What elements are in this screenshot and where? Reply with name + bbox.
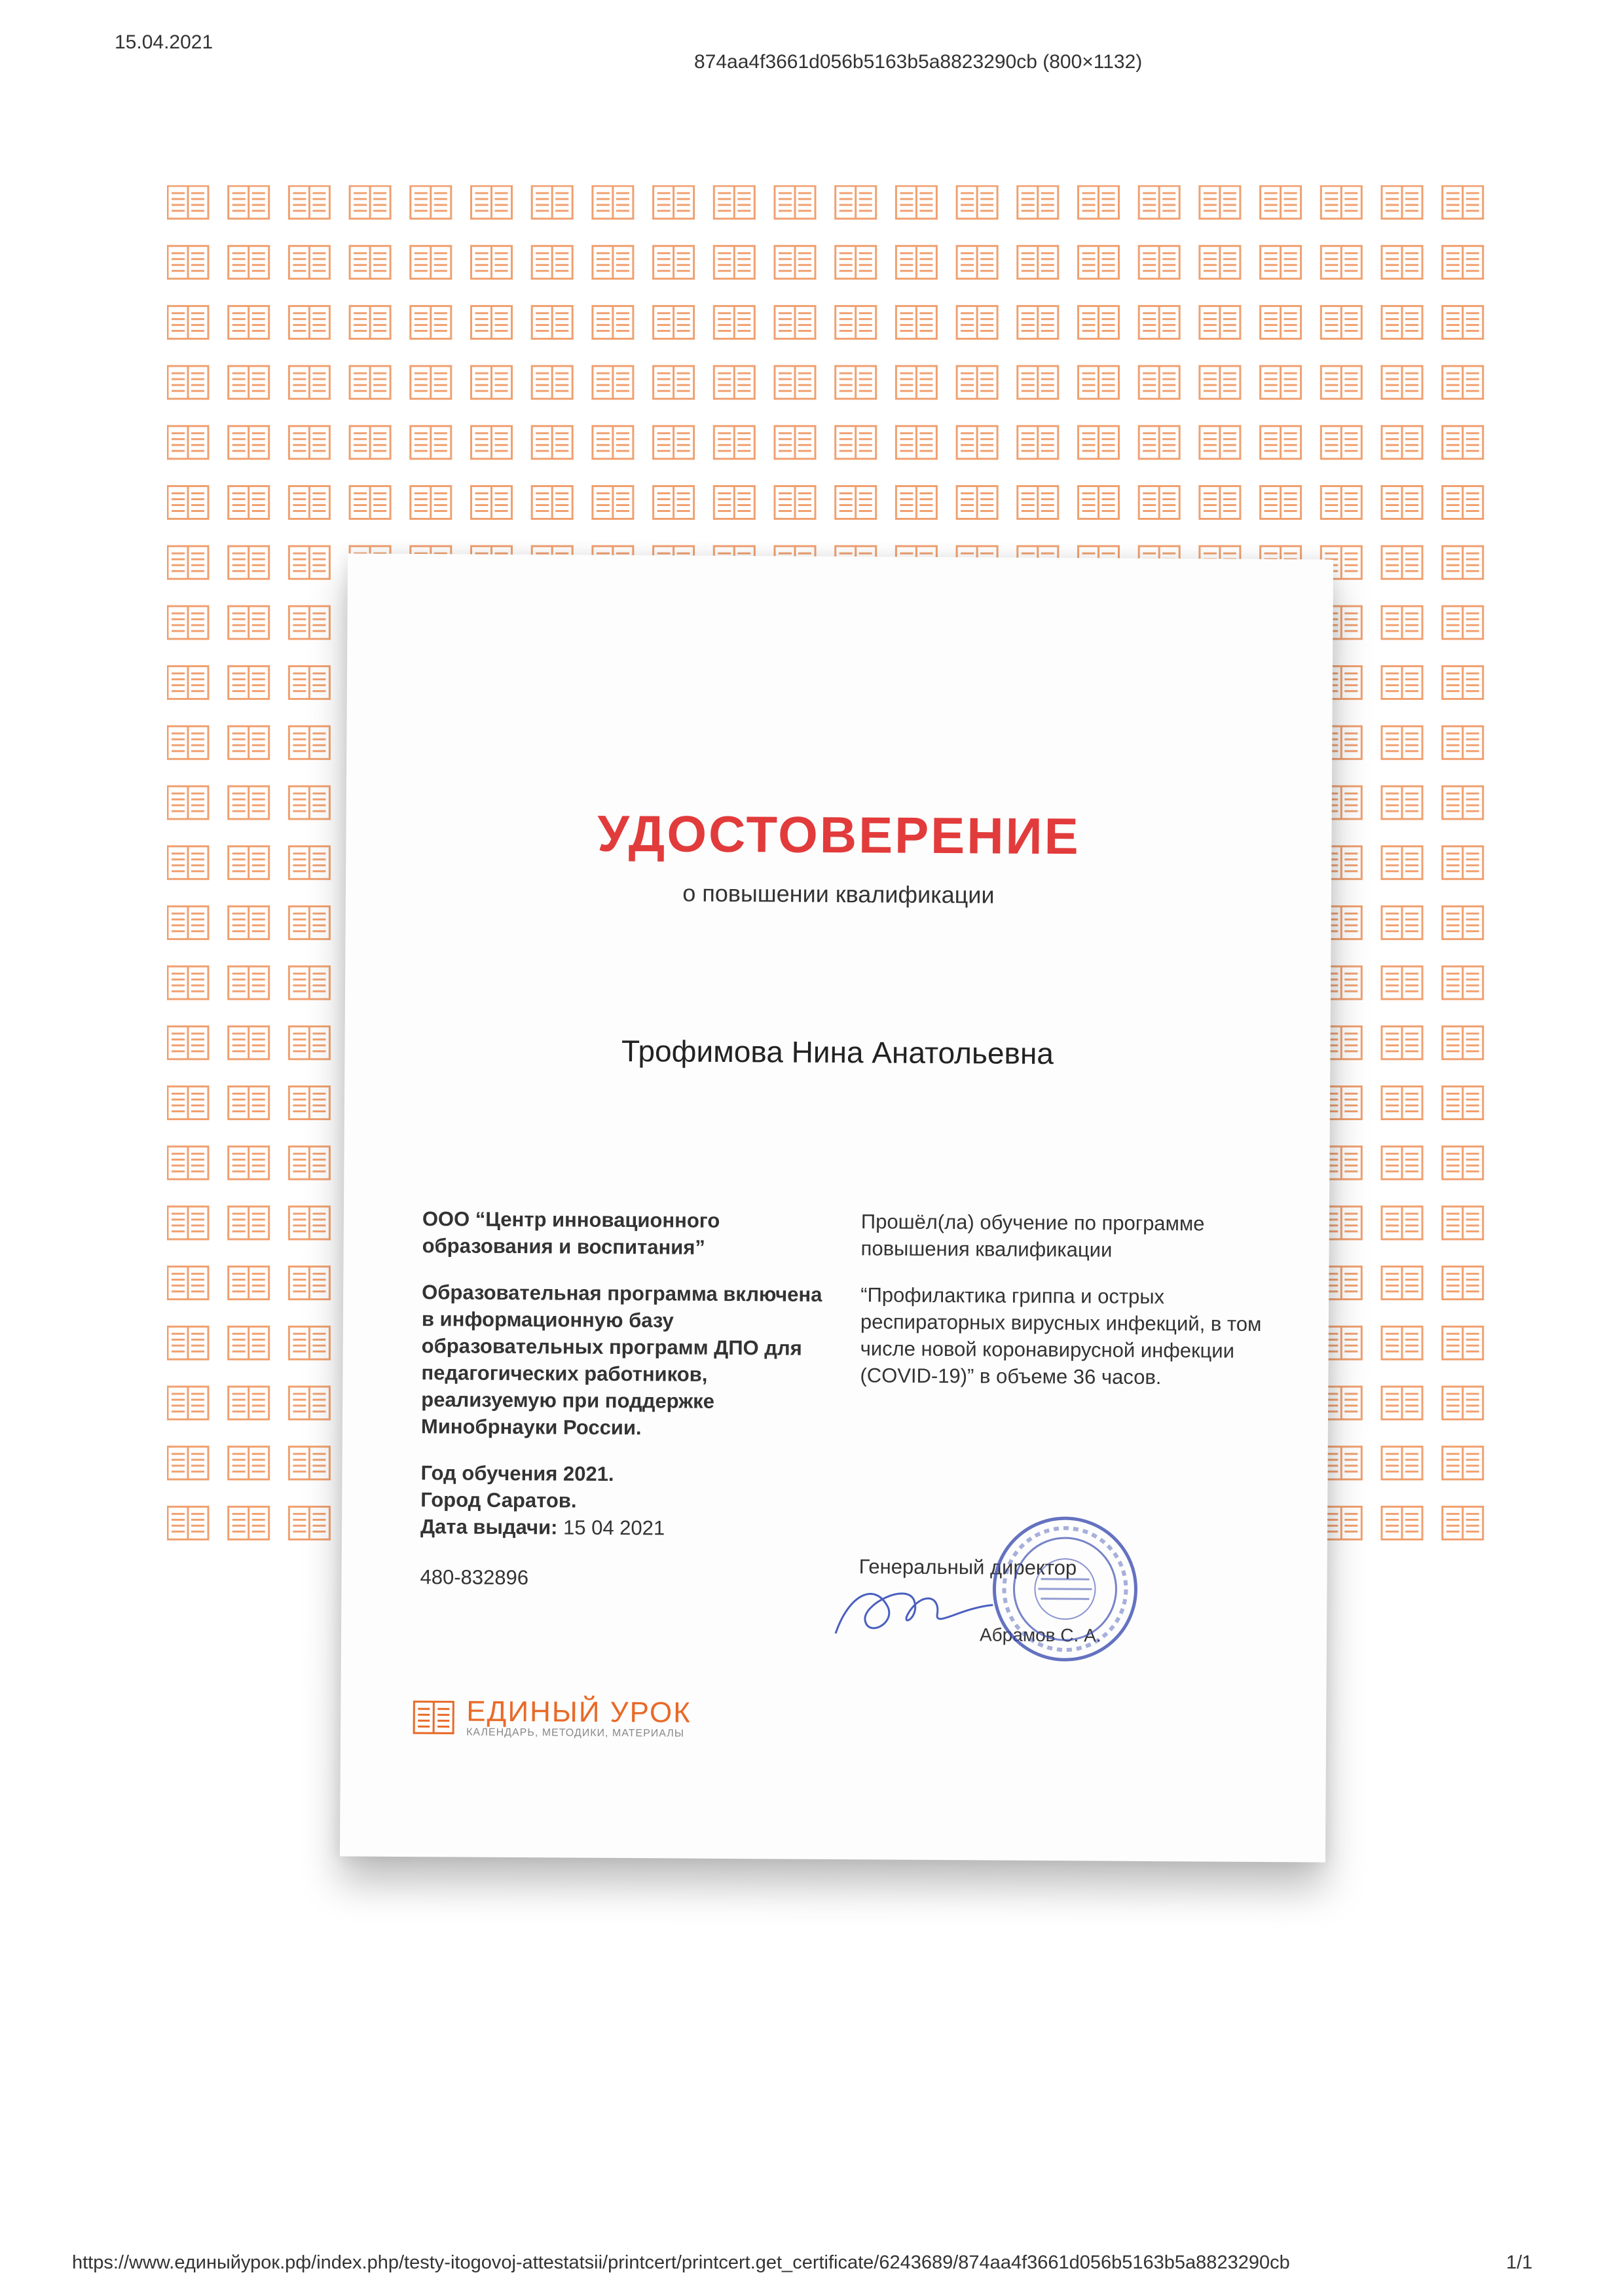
pattern-book-icon — [168, 546, 208, 579]
pattern-book-icon — [836, 246, 876, 279]
pattern-book-icon — [1443, 1326, 1483, 1359]
pattern-book-icon — [1261, 426, 1301, 459]
pattern-book-icon — [168, 966, 208, 999]
pattern-book-icon — [1079, 366, 1119, 399]
pattern-book-icon — [775, 186, 815, 219]
pattern-book-icon — [168, 1027, 208, 1059]
pattern-book-icon — [1382, 1326, 1422, 1359]
pattern-book-icon — [1079, 246, 1119, 279]
pattern-book-icon — [411, 246, 451, 279]
pattern-book-icon — [1018, 486, 1058, 519]
pattern-book-icon — [1382, 786, 1422, 819]
pattern-book-icon — [1382, 1087, 1422, 1120]
pattern-book-icon — [168, 486, 208, 519]
pattern-book-icon — [168, 726, 208, 759]
pattern-book-icon — [1261, 186, 1301, 219]
pattern-book-icon — [532, 246, 572, 279]
pattern-book-icon — [229, 366, 269, 399]
pattern-book-icon — [957, 186, 997, 219]
pattern-book-icon — [471, 246, 512, 279]
pattern-book-icon — [168, 906, 208, 939]
issue-date-value: 15 04 2021 — [563, 1516, 665, 1540]
pattern-book-icon — [229, 1506, 269, 1539]
pattern-book-icon — [1382, 726, 1422, 759]
pattern-book-icon — [1321, 306, 1361, 338]
pattern-book-icon — [1382, 847, 1422, 879]
director-signature — [829, 1568, 1000, 1648]
pattern-book-icon — [714, 186, 754, 219]
pattern-book-icon — [836, 486, 876, 519]
pattern-book-icon — [1139, 306, 1179, 338]
pattern-book-icon — [714, 426, 754, 459]
pattern-book-icon — [289, 1387, 329, 1419]
pattern-book-icon — [896, 486, 936, 519]
pattern-book-icon — [289, 546, 329, 579]
pattern-book-icon — [1079, 306, 1119, 338]
city: Город Саратов. — [420, 1488, 577, 1512]
pattern-book-icon — [1382, 366, 1422, 399]
pattern-book-icon — [229, 1146, 269, 1179]
pattern-book-icon — [1200, 246, 1240, 279]
pattern-book-icon — [1079, 186, 1119, 219]
pattern-book-icon — [1321, 246, 1361, 279]
pattern-book-icon — [1018, 246, 1058, 279]
pattern-book-icon — [836, 186, 876, 219]
pattern-book-icon — [350, 426, 390, 459]
pattern-book-icon — [1261, 306, 1301, 338]
pattern-book-icon — [532, 426, 572, 459]
pattern-book-icon — [532, 306, 572, 338]
pattern-book-icon — [168, 847, 208, 879]
program-title: “Профилактика гриппа и острых респираторных вирусных инфекций, в том числе новой коронавирусной инфекции (COVID-19)” в объеме 36 часов. — [860, 1283, 1262, 1389]
pattern-book-icon — [775, 306, 815, 338]
pattern-book-icon — [714, 246, 754, 279]
pattern-book-icon — [229, 1087, 269, 1120]
pattern-book-icon — [289, 1506, 329, 1539]
pattern-book-icon — [229, 1326, 269, 1359]
pattern-book-icon — [1079, 486, 1119, 519]
logo-name: ЕДИНЫЙ УРОК — [466, 1695, 692, 1729]
pattern-book-icon — [229, 1027, 269, 1059]
pattern-book-icon — [289, 1207, 329, 1239]
pattern-book-icon — [654, 486, 694, 519]
pattern-book-icon — [411, 366, 451, 399]
pattern-book-icon — [229, 847, 269, 879]
source-url: https://www.единыйурок.рф/index.php/testy-itogovoj-attestatsii/printcert/printcert.get_certificate/6243689/874aa4f3661d056b5163b5a8823290cb — [72, 2252, 1290, 2273]
pattern-book-icon — [168, 1447, 208, 1480]
pattern-book-icon — [1443, 1146, 1483, 1179]
pattern-book-icon — [471, 426, 512, 459]
pattern-book-icon — [289, 1087, 329, 1120]
pattern-book-icon — [168, 1146, 208, 1179]
pattern-book-icon — [775, 426, 815, 459]
pattern-book-icon — [168, 1387, 208, 1419]
pattern-book-icon — [957, 306, 997, 338]
pattern-book-icon — [1200, 186, 1240, 219]
pattern-book-icon — [1018, 426, 1058, 459]
pattern-book-icon — [896, 246, 936, 279]
pattern-book-icon — [836, 366, 876, 399]
issue-date — [420, 1513, 826, 1542]
pattern-book-icon — [289, 1027, 329, 1059]
pattern-book-icon — [1261, 246, 1301, 279]
pattern-book-icon — [1382, 306, 1422, 338]
pattern-book-icon — [957, 366, 997, 399]
pattern-book-icon — [1382, 1267, 1422, 1300]
pattern-book-icon — [229, 1267, 269, 1300]
pattern-book-icon — [1443, 546, 1483, 579]
program-note: Образовательная программа включена в информационную базу образовательных программ ДПО для педагогических работников, реализуемую при поддержке Минобрнауки России. — [420, 1281, 822, 1440]
pattern-book-icon — [1382, 1027, 1422, 1059]
director-title: Генеральный директор — [858, 1555, 1077, 1580]
pattern-book-icon — [1321, 186, 1361, 219]
pattern-book-icon — [1443, 186, 1483, 219]
pattern-book-icon — [1382, 666, 1422, 699]
pattern-book-icon — [1382, 546, 1422, 579]
pattern-book-icon — [1443, 1267, 1483, 1300]
pattern-book-icon — [532, 186, 572, 219]
holder-name: Трофимова Нина Анатольевна — [621, 1033, 1054, 1071]
pattern-book-icon — [654, 186, 694, 219]
pattern-book-icon — [289, 486, 329, 519]
pattern-book-icon — [1443, 666, 1483, 699]
pattern-book-icon — [1382, 966, 1422, 999]
certificate-title: УДОСТОВЕРЕНИЕ — [597, 804, 1080, 866]
pattern-book-icon — [1200, 426, 1240, 459]
pattern-book-icon — [957, 486, 997, 519]
pattern-book-icon — [836, 306, 876, 338]
pattern-book-icon — [593, 306, 633, 338]
organization-stamp — [989, 1513, 1141, 1664]
completion-text: Прошёл(ла) обучение по программе повышения квалификации — [860, 1210, 1205, 1262]
pattern-book-icon — [168, 786, 208, 819]
pattern-book-icon — [229, 1387, 269, 1419]
pattern-book-icon — [1443, 1027, 1483, 1059]
certificate-subtitle: о повышении квалификации — [682, 879, 995, 909]
pattern-book-icon — [654, 306, 694, 338]
pattern-book-icon — [1443, 366, 1483, 399]
pattern-book-icon — [1443, 1447, 1483, 1480]
pattern-book-icon — [168, 246, 208, 279]
pattern-book-icon — [229, 966, 269, 999]
pattern-book-icon — [957, 246, 997, 279]
pattern-book-icon — [775, 486, 815, 519]
pattern-book-icon — [289, 726, 329, 759]
pattern-book-icon — [168, 1326, 208, 1359]
director-name: Абрамов С. А. — [979, 1624, 1101, 1646]
pattern-book-icon — [289, 366, 329, 399]
pattern-book-icon — [775, 366, 815, 399]
pattern-book-icon — [168, 366, 208, 399]
organization-name: ООО “Центр инновационного образования и воспитания” — [422, 1207, 720, 1259]
pattern-book-icon — [229, 426, 269, 459]
pattern-book-icon — [289, 1326, 329, 1359]
pattern-book-icon — [957, 426, 997, 459]
pattern-book-icon — [1261, 366, 1301, 399]
issuer-column — [420, 1205, 828, 1613]
pattern-book-icon — [229, 1447, 269, 1480]
issue-date-label: Дата выдачи: — [420, 1515, 558, 1539]
pattern-book-icon — [471, 486, 512, 519]
pattern-book-icon — [714, 366, 754, 399]
pattern-book-icon — [836, 426, 876, 459]
pattern-book-icon — [1382, 1146, 1422, 1179]
pattern-book-icon — [654, 366, 694, 399]
pattern-book-icon — [229, 246, 269, 279]
pattern-book-icon — [1443, 1387, 1483, 1419]
pattern-book-icon — [1200, 306, 1240, 338]
pattern-book-icon — [1382, 1387, 1422, 1419]
pattern-book-icon — [1382, 486, 1422, 519]
pattern-book-icon — [1200, 486, 1240, 519]
pattern-book-icon — [1018, 306, 1058, 338]
logo-tagline: КАЛЕНДАРЬ, МЕТОДИКИ, МАТЕРИАЛЫ — [466, 1726, 685, 1740]
pattern-book-icon — [411, 306, 451, 338]
pattern-book-icon — [593, 486, 633, 519]
pattern-book-icon — [1382, 1207, 1422, 1239]
pattern-book-icon — [471, 186, 512, 219]
pattern-book-icon — [1443, 786, 1483, 819]
pattern-book-icon — [1321, 486, 1361, 519]
pattern-book-icon — [289, 966, 329, 999]
pattern-book-icon — [350, 366, 390, 399]
pattern-book-icon — [896, 186, 936, 219]
pattern-book-icon — [289, 1267, 329, 1300]
pattern-book-icon — [168, 1267, 208, 1300]
pattern-book-icon — [168, 186, 208, 219]
pattern-book-icon — [1139, 246, 1179, 279]
pattern-book-icon — [1382, 246, 1422, 279]
pattern-book-icon — [289, 426, 329, 459]
pattern-book-icon — [1321, 426, 1361, 459]
pattern-book-icon — [168, 426, 208, 459]
pattern-book-icon — [168, 1506, 208, 1539]
pattern-book-icon — [168, 666, 208, 699]
pattern-book-icon — [289, 306, 329, 338]
print-date: 15.04.2021 — [115, 31, 213, 53]
pattern-book-icon — [229, 786, 269, 819]
pattern-book-icon — [775, 246, 815, 279]
pattern-book-icon — [654, 426, 694, 459]
pattern-book-icon — [1382, 426, 1422, 459]
pattern-book-icon — [654, 246, 694, 279]
pattern-book-icon — [1018, 366, 1058, 399]
pattern-book-icon — [593, 366, 633, 399]
pattern-book-icon — [289, 186, 329, 219]
pattern-book-icon — [289, 847, 329, 879]
pattern-book-icon — [593, 246, 633, 279]
pattern-book-icon — [1018, 186, 1058, 219]
pattern-book-icon — [289, 606, 329, 639]
pattern-book-icon — [1139, 426, 1179, 459]
pattern-book-icon — [350, 306, 390, 338]
pattern-book-icon — [896, 366, 936, 399]
pattern-book-icon — [1443, 847, 1483, 879]
pattern-book-icon — [1139, 486, 1179, 519]
logo — [413, 1696, 692, 1740]
pattern-book-icon — [1139, 366, 1179, 399]
pattern-book-icon — [471, 366, 512, 399]
pattern-book-icon — [593, 186, 633, 219]
pattern-book-icon — [1079, 426, 1119, 459]
pattern-book-icon — [896, 426, 936, 459]
pattern-book-icon — [289, 666, 329, 699]
pattern-book-icon — [1443, 906, 1483, 939]
pattern-book-icon — [229, 306, 269, 338]
pattern-book-icon — [1443, 726, 1483, 759]
file-info: 874aa4f3661d056b5163b5a8823290cb (800×1132) — [694, 51, 1143, 73]
pattern-book-icon — [593, 426, 633, 459]
pattern-book-icon — [350, 186, 390, 219]
pattern-book-icon — [229, 186, 269, 219]
pattern-book-icon — [1382, 186, 1422, 219]
study-year: Год обучения 2021. — [420, 1461, 614, 1485]
pattern-book-icon — [471, 306, 512, 338]
pattern-book-icon — [1382, 1506, 1422, 1539]
pattern-book-icon — [532, 366, 572, 399]
pattern-book-icon — [411, 426, 451, 459]
pattern-book-icon — [289, 1447, 329, 1480]
pattern-book-icon — [714, 306, 754, 338]
certificate-card — [340, 553, 1333, 1862]
open-book-icon — [413, 1700, 454, 1734]
program-column — [860, 1208, 1280, 1411]
pattern-book-icon — [229, 1207, 269, 1239]
pattern-book-icon — [289, 786, 329, 819]
pattern-book-icon — [229, 666, 269, 699]
pattern-book-icon — [1443, 1087, 1483, 1120]
pattern-book-icon — [168, 1087, 208, 1120]
pattern-book-icon — [168, 606, 208, 639]
pattern-book-icon — [350, 246, 390, 279]
pattern-book-icon — [1382, 1447, 1422, 1480]
pattern-book-icon — [1443, 486, 1483, 519]
pattern-book-icon — [1382, 606, 1422, 639]
pattern-book-icon — [1443, 966, 1483, 999]
pattern-book-icon — [1443, 246, 1483, 279]
pattern-book-icon — [896, 306, 936, 338]
pattern-book-icon — [229, 486, 269, 519]
pattern-book-icon — [229, 546, 269, 579]
pattern-book-icon — [168, 306, 208, 338]
pattern-book-icon — [168, 1207, 208, 1239]
pattern-book-icon — [1261, 486, 1301, 519]
pattern-book-icon — [229, 606, 269, 639]
pattern-book-icon — [1382, 906, 1422, 939]
pattern-book-icon — [350, 486, 390, 519]
pattern-book-icon — [229, 906, 269, 939]
pattern-book-icon — [289, 246, 329, 279]
pattern-book-icon — [1443, 306, 1483, 338]
pattern-book-icon — [1443, 1506, 1483, 1539]
pattern-book-icon — [714, 486, 754, 519]
certificate-number: 480-832896 — [420, 1565, 529, 1590]
pattern-book-icon — [289, 1146, 329, 1179]
pattern-book-icon — [229, 726, 269, 759]
pattern-book-icon — [411, 486, 451, 519]
pattern-book-icon — [1443, 426, 1483, 459]
pattern-book-icon — [289, 906, 329, 939]
page-number: 1/1 — [1506, 2252, 1533, 2273]
pattern-book-icon — [411, 186, 451, 219]
pattern-book-icon — [1443, 1207, 1483, 1239]
pattern-book-icon — [532, 486, 572, 519]
pattern-book-icon — [1443, 606, 1483, 639]
pattern-book-icon — [1139, 186, 1179, 219]
pattern-book-icon — [1321, 366, 1361, 399]
pattern-book-icon — [1200, 366, 1240, 399]
